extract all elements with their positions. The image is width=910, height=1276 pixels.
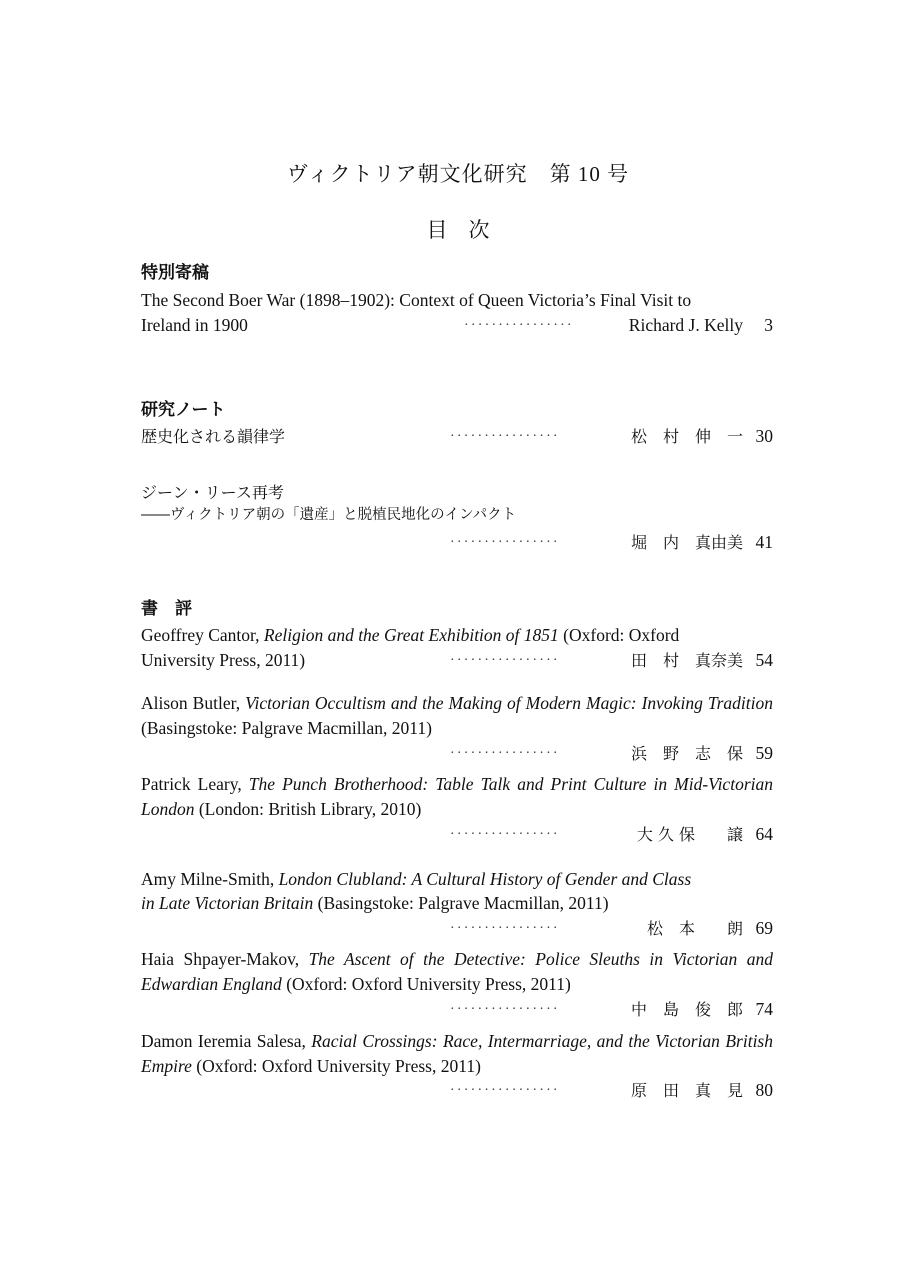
review-entry-5-citation xyxy=(141,947,773,997)
review-entry-3-leader-row xyxy=(141,822,773,847)
leader-dots: ················ xyxy=(450,921,560,936)
book-author: Alison Butler, xyxy=(141,693,246,713)
review-entry-2-citation xyxy=(141,691,773,741)
section-heading-reviews: 書 評 xyxy=(141,599,192,619)
page-number: 80 xyxy=(755,1080,773,1100)
note-title: 歴史化される韻律学 xyxy=(141,427,286,446)
book-author: Damon Ieremia Salesa, xyxy=(141,1031,312,1051)
publication-info: (Basingstoke: Palgrave Macmillan, 2011) xyxy=(141,718,432,738)
leader-dots: ················ xyxy=(464,318,574,333)
reviewer-name: 原 田 真 見 xyxy=(630,1081,743,1100)
leader-dots: ················ xyxy=(450,535,560,550)
section-heading-special: 特別寄稿 xyxy=(141,263,209,283)
reviewer-name: 大 久 保 譲 xyxy=(636,825,743,844)
reviewer-name: 松 本 朗 xyxy=(646,919,743,938)
leader-dots: ················ xyxy=(450,429,560,444)
book-title: Victorian Occultism and the Making of Modern Magic: Invoking Tradition xyxy=(245,693,773,713)
book-title: in Late Victorian Britain xyxy=(141,893,314,913)
reviewer-name: 中 島 俊 郎 xyxy=(630,1000,743,1019)
book-title: The Ascent of the Detective: Police Sleuths in Victorian and Edwardian England xyxy=(141,949,773,994)
page-number: 41 xyxy=(755,532,773,552)
book-title: London Clubland: A Cultural History of Gender and Class xyxy=(278,869,692,889)
reviewer-name: 浜 野 志 保 xyxy=(630,744,743,763)
publication-info: (Oxford: Oxford xyxy=(558,625,680,645)
review-entry-6-leader-row xyxy=(141,1078,773,1103)
book-author: Amy Milne-Smith, xyxy=(141,869,279,889)
section-heading-notes: 研究ノート xyxy=(141,400,226,420)
note-subtitle: ――ヴィクトリア朝の「遺産」と脱植民地化のインパクト xyxy=(141,507,517,523)
special-entry-leader-row xyxy=(141,313,773,338)
book-author: Patrick Leary, xyxy=(141,774,249,794)
review-entry-1-leader-row xyxy=(141,648,773,673)
entry-author: 堀 内 真由美 xyxy=(630,533,743,552)
page-number: 74 xyxy=(755,999,773,1019)
review-entry-4-line1 xyxy=(141,867,773,892)
page-number: 30 xyxy=(755,426,773,446)
entry-author: Richard J. Kelly xyxy=(628,315,743,335)
page-number: 59 xyxy=(755,743,773,763)
publication-info: (London: British Library, 2010) xyxy=(194,799,422,819)
page-number: 54 xyxy=(755,650,773,670)
note-entry-2-leader-row xyxy=(141,530,773,555)
book-title: The Punch Brotherhood: Table Talk and Print Culture in Mid-Victorian London xyxy=(141,774,773,819)
review-entry-4-line2 xyxy=(141,891,773,916)
toc-heading: 目 次 xyxy=(426,218,490,242)
review-entry-4-leader-row xyxy=(141,916,773,941)
review-entry-2-leader-row xyxy=(141,741,773,766)
page-number: 64 xyxy=(755,824,773,844)
review-entry-5-leader-row xyxy=(141,997,773,1022)
page-number: 69 xyxy=(755,918,773,938)
review-entry-3-citation xyxy=(141,772,773,822)
note-title: ジーン・リース再考 xyxy=(141,483,284,502)
book-author: Geoffrey Cantor, xyxy=(141,625,264,645)
publication-info: (Oxford: Oxford University Press, 2011) xyxy=(281,974,571,994)
special-entry-title-line1: The Second Boer War (1898–1902): Context of Queen Victoria’s Final Visit to xyxy=(141,290,692,310)
book-title: Racial Crossings: Race, Intermarriage, and the Victorian British Empire xyxy=(141,1031,773,1076)
note-entry-1 xyxy=(141,424,773,449)
leader-dots: ················ xyxy=(450,1002,560,1017)
publication-info: (Oxford: Oxford University Press, 2011) xyxy=(191,1056,481,1076)
special-entry-title-line2: Ireland in 1900 xyxy=(141,315,248,335)
leader-dots: ················ xyxy=(450,1083,560,1098)
review-entry-1-line1 xyxy=(141,623,773,648)
publication-info: (Basingstoke: Palgrave Macmillan, 2011) xyxy=(313,893,609,913)
journal-title: ヴィクトリア朝文化研究 第 10 号 xyxy=(286,162,630,186)
entry-author: 松 村 伸 一 xyxy=(630,427,743,446)
leader-dots: ················ xyxy=(450,746,560,761)
book-title: Religion and the Great Exhibition of 1851 xyxy=(263,625,559,645)
page-number: 3 xyxy=(764,315,773,335)
publication-info: University Press, 2011) xyxy=(141,650,306,670)
book-author: Haia Shpayer-Makov, xyxy=(141,949,309,969)
reviewer-name: 田 村 真奈美 xyxy=(630,651,743,670)
leader-dots: ················ xyxy=(450,827,560,842)
leader-dots: ················ xyxy=(450,653,560,668)
review-entry-6-citation xyxy=(141,1029,773,1079)
